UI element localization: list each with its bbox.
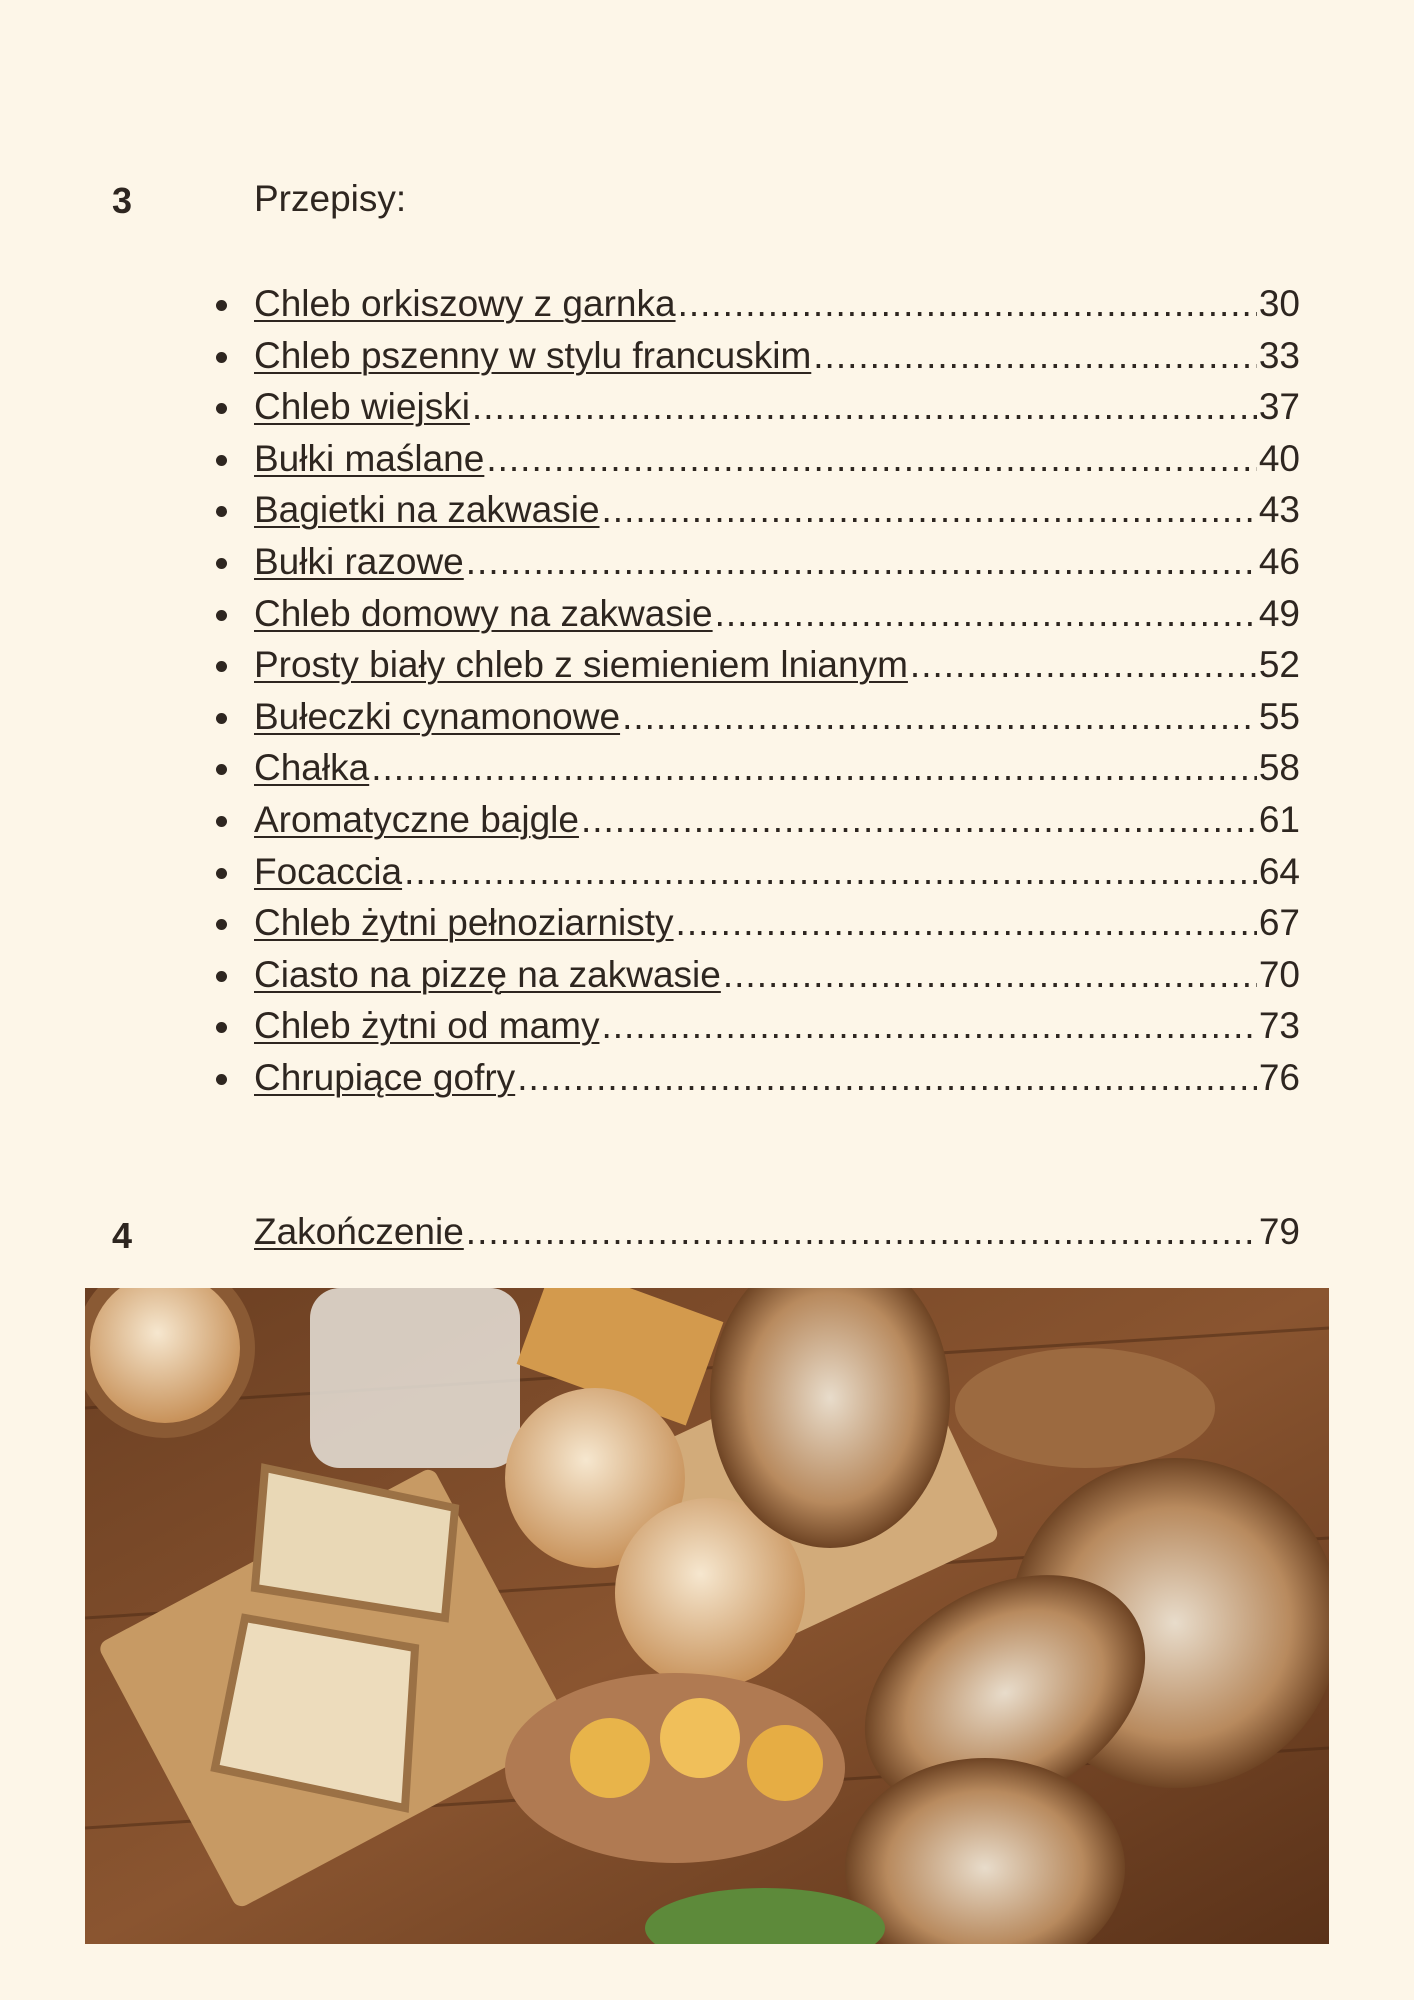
- page-number: 37: [1258, 386, 1300, 428]
- bullet-icon: [216, 403, 227, 414]
- toc-item: [254, 897, 1300, 949]
- dot-leader: [622, 691, 1257, 743]
- dot-leader: [910, 639, 1257, 691]
- dot-leader: [601, 1000, 1256, 1052]
- toc-link[interactable]: Ciasto na pizzę na zakwasie: [254, 953, 721, 995]
- page-number: 76: [1258, 1056, 1300, 1098]
- dot-leader: [466, 536, 1257, 588]
- bullet-icon: [216, 1074, 227, 1085]
- page-number: 79: [1258, 1211, 1300, 1252]
- dot-leader: [715, 588, 1257, 640]
- page-number: 46: [1258, 540, 1300, 582]
- toc-item: [254, 1000, 1300, 1052]
- toc-item: [254, 1052, 1300, 1104]
- dot-leader: [517, 1052, 1257, 1104]
- toc-item: [254, 949, 1300, 1001]
- bullet-icon: [216, 868, 227, 879]
- recipe-toc-list: [254, 278, 1300, 1104]
- bullet-icon: [216, 352, 227, 363]
- page-number: 64: [1258, 850, 1300, 892]
- toc-link[interactable]: Bułeczki cynamonowe: [254, 695, 621, 737]
- toc-item: [254, 278, 1300, 330]
- toc-item: [254, 846, 1300, 898]
- dot-leader: [602, 484, 1257, 536]
- toc-link[interactable]: Bagietki na zakwasie: [254, 489, 600, 531]
- section-title: Przepisy:: [254, 178, 407, 219]
- dot-leader: [472, 381, 1257, 433]
- bullet-icon: [216, 919, 227, 930]
- toc-link[interactable]: Chleb żytni pełnoziarnisty: [254, 902, 674, 944]
- toc-item: [254, 536, 1300, 588]
- toc-item: [254, 794, 1300, 846]
- bread-table-photo: [85, 1288, 1329, 1944]
- toc-link[interactable]: Prosty biały chleb z siemieniem lnianym: [254, 644, 908, 686]
- page-number: 70: [1258, 953, 1300, 995]
- bullet-icon: [216, 558, 227, 569]
- bullet-icon: [216, 506, 227, 517]
- page-number: 43: [1258, 489, 1300, 531]
- page-number: 55: [1258, 695, 1300, 737]
- toc-item: [254, 381, 1300, 433]
- toc-link[interactable]: Chleb wiejski: [254, 386, 470, 428]
- toc-link[interactable]: Chałka: [254, 747, 370, 789]
- dot-leader: [581, 794, 1257, 846]
- dot-leader: [404, 846, 1257, 898]
- toc-link[interactable]: Bułki razowe: [254, 540, 464, 582]
- page-number: 73: [1258, 1005, 1300, 1047]
- toc-item: [254, 742, 1300, 794]
- bullet-icon: [216, 713, 227, 724]
- toc-link[interactable]: Bułki maślane: [254, 437, 485, 479]
- bullet-icon: [216, 764, 227, 775]
- toc-link[interactable]: Chleb pszenny w stylu francuskim: [254, 334, 812, 376]
- page-number: 58: [1258, 747, 1300, 789]
- bullet-icon: [216, 816, 227, 827]
- page-number: 33: [1258, 334, 1300, 376]
- bullet-icon: [216, 971, 227, 982]
- toc-item: [254, 691, 1300, 743]
- toc-item: [254, 330, 1300, 382]
- section-number: 3: [112, 180, 133, 221]
- dot-leader: [676, 897, 1257, 949]
- bullet-icon: [216, 455, 227, 466]
- toc-link[interactable]: Zakończenie: [254, 1211, 464, 1252]
- dot-leader: [813, 330, 1257, 382]
- toc-item: [254, 588, 1300, 640]
- dot-leader: [466, 1206, 1257, 1258]
- bullet-icon: [216, 610, 227, 621]
- page-number: 30: [1258, 283, 1300, 324]
- toc-link[interactable]: Chleb orkiszowy z garnka: [254, 283, 676, 324]
- page-number: 67: [1258, 902, 1300, 944]
- toc-link[interactable]: Aromatyczne bajgle: [254, 798, 579, 840]
- dot-leader: [678, 278, 1257, 330]
- toc-item: [254, 433, 1300, 485]
- bullet-icon: [216, 661, 227, 672]
- toc-link[interactable]: Chleb żytni od mamy: [254, 1005, 600, 1047]
- toc-link[interactable]: Focaccia: [254, 850, 403, 892]
- page-number: 40: [1258, 437, 1300, 479]
- dot-leader: [371, 742, 1257, 794]
- toc-item-conclusion: [254, 1206, 1300, 1258]
- dot-leader: [486, 433, 1257, 485]
- toc-item: [254, 484, 1300, 536]
- bullet-icon: [216, 1022, 227, 1033]
- bullet-icon: [216, 300, 227, 311]
- page-number: 49: [1258, 592, 1300, 634]
- section-number: 4: [112, 1215, 133, 1256]
- toc-link[interactable]: Chrupiące gofry: [254, 1056, 516, 1098]
- page-number: 61: [1258, 798, 1300, 840]
- toc-item: [254, 639, 1300, 691]
- dot-leader: [723, 949, 1257, 1001]
- toc-link[interactable]: Chleb domowy na zakwasie: [254, 592, 713, 634]
- page-number: 52: [1258, 644, 1300, 686]
